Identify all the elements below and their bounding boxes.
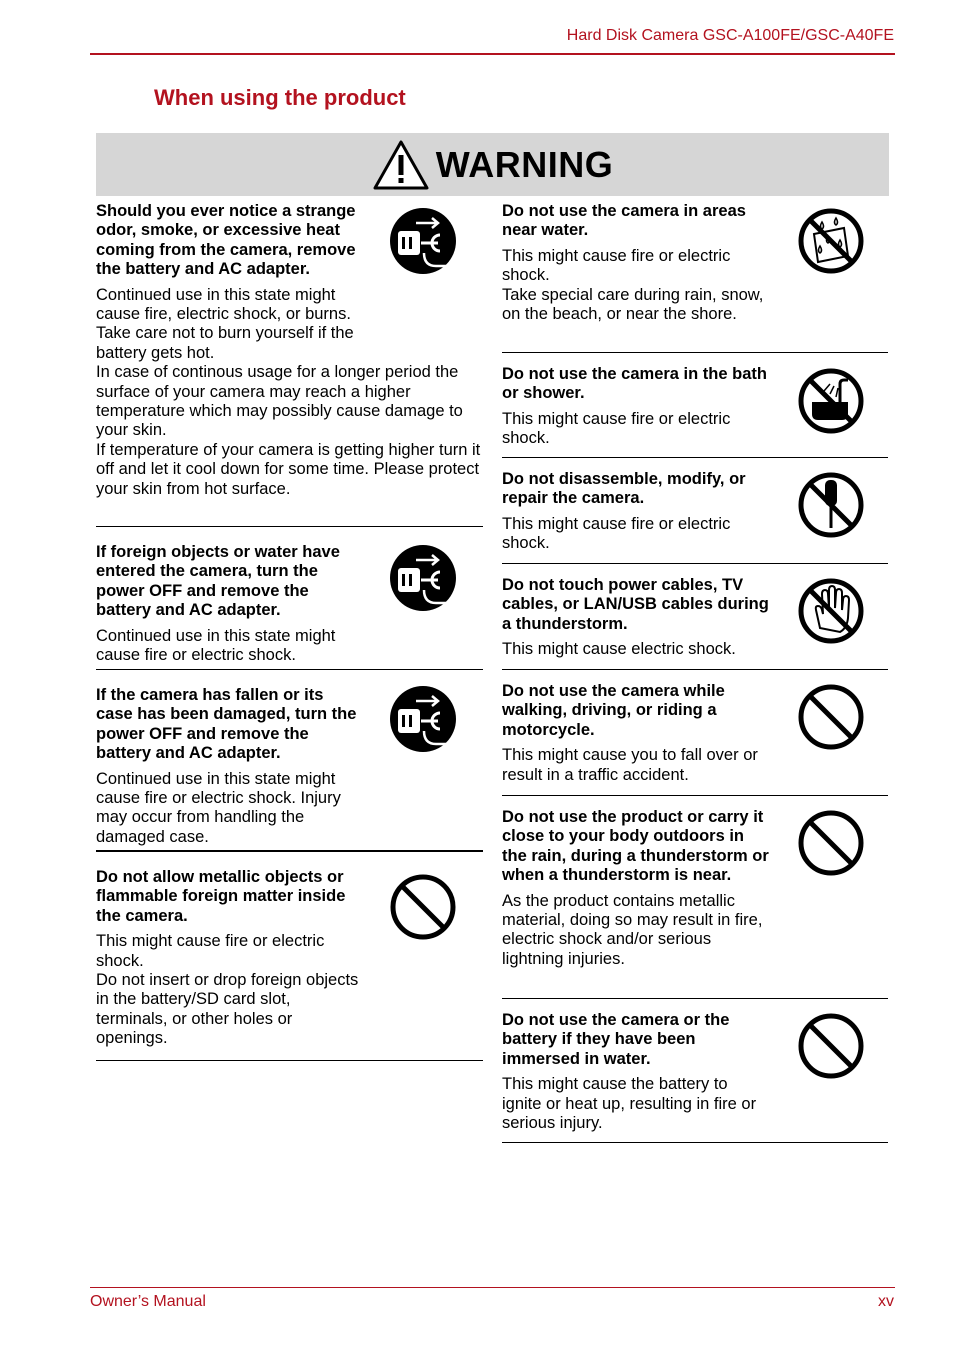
warning-triangle-icon [372,139,430,191]
prohibited-icon [388,872,458,942]
item-body: This might cause fire or electric shock. [502,409,731,448]
item-heading: Should you ever notice a strange odor, smoke, or excessive heat coming from the camera, remove the battery and AC adapter. [96,202,356,279]
item-heading: Do not touch power cables, TV cables, or LAN/USB cables during a thunderstorm. [502,576,769,633]
footer-rule [90,1287,895,1288]
warning-item [96,852,483,1061]
warning-item [502,796,888,999]
warning-item [96,200,483,527]
warning-item [502,564,888,670]
warning-label: WARNING [435,143,614,185]
item-heading: Do not allow metallic objects or flammable foreign matter inside the camera. [96,868,346,925]
unplug-icon [388,543,458,613]
item-body: This might cause fire or electric shock. Take special care during rain, snow, on the beach, or near the shore. [502,246,764,324]
section-title: When using the product [154,85,406,110]
item-heading: Do not use the camera in areas near water. [502,202,746,240]
left-column [96,200,483,1061]
do-not-touch-icon [796,576,866,646]
item-heading: If the camera has fallen or its case has been damaged, turn the power OFF and remove the battery and AC adapter. [96,686,357,763]
prohibited-icon [796,682,866,752]
warning-item [502,353,888,458]
item-body: This might cause you to fall over or result in a traffic accident. [502,746,758,784]
warning-item [502,999,888,1143]
unplug-icon [388,684,458,754]
item-heading: Do not use the camera in the bath or shower. [502,365,767,403]
item-body: Continued use in this state might cause fire or electric shock. [96,626,336,665]
prohibited-icon [796,808,866,878]
item-heading: Do not use the camera while walking, driving, or riding a motorcycle. [502,682,725,739]
right-column [502,200,888,1143]
item-body: This might cause fire or electric shock. Do not insert or drop foreign objects in the battery/SD card slot, terminals, or other holes or openings. [96,932,359,1048]
item-body: This might cause electric shock. [502,640,736,659]
item-body: Continued use in this state might cause fire, electric shock, or burns. Take care not to burn yourself if the battery gets hot. In case of continous usage for a longer period the surface of your camera may reach a higher temperature which may possibly cause damage to your skin. If temperature of your camera is getting higher turn it off and let it cool down for some time. Please protect your skin from hot surface. [96,285,481,498]
warning-item [502,458,888,564]
header-rule [90,53,895,55]
footer-manual-title: Owner’s Manual [90,1293,206,1310]
running-header: Hard Disk Camera GSC-A100FE/GSC-A40FE [566,27,894,44]
item-heading: Do not use the camera or the battery if they have been immersed in water. [502,1011,730,1068]
no-disassemble-icon [796,470,866,540]
warning-item [502,200,888,353]
item-heading: If foreign objects or water have entered the camera, turn the power OFF and remove the battery and AC adapter. [96,543,340,620]
warning-item [96,670,483,852]
item-body: This might cause fire or electric shock. [502,514,731,553]
warning-item [96,527,483,670]
page-number: xv [878,1293,894,1310]
item-body: Continued use in this state might cause fire or electric shock. Injury may occur from handling the damaged case. [96,769,341,846]
item-heading: Do not use the product or carry it close to your body outdoors in the rain, during a thunderstorm or when a thunderstorm is near. [502,808,769,885]
prohibited-icon [796,1011,866,1081]
warning-banner [96,133,889,196]
item-body: This might cause the battery to ignite or heat up, resulting in fire or serious injury. [502,1075,757,1133]
unplug-icon [388,206,458,276]
item-body: As the product contains metallic material, doing so may result in fire, electric shock and/or serious lightning injuries. [502,891,763,968]
no-water-icon [796,206,866,276]
item-heading: Do not disassemble, modify, or repair the camera. [502,470,746,508]
warning-item [502,670,888,796]
no-shower-icon [796,366,866,436]
